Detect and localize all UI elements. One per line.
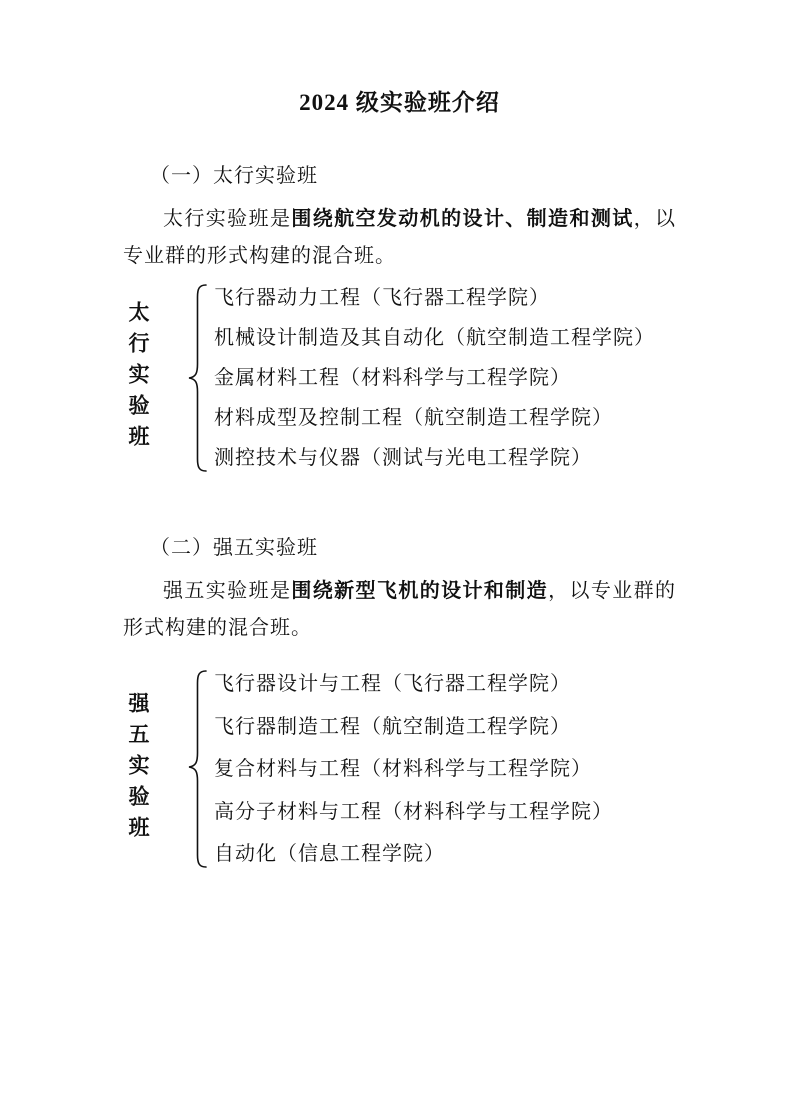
major-item: 材料成型及控制工程（航空制造工程学院） <box>214 407 613 429</box>
major-item: 机械设计制造及其自动化（航空制造工程学院） <box>214 327 655 349</box>
left-brace-icon <box>186 669 208 869</box>
section-2-paragraph-prefix: 强五实验班是 <box>163 580 292 602</box>
section-2-diagram <box>126 669 676 869</box>
section-1-diagram <box>126 283 676 473</box>
section-2-paragraph-bold: 围绕新型飞机的设计和制造 <box>291 580 549 602</box>
page-title: 2024 级实验班介绍 <box>299 90 500 115</box>
diagram-1-major-list <box>214 285 655 471</box>
major-item: 飞行器动力工程（飞行器工程学院） <box>214 287 550 309</box>
diagram-2-major-list <box>214 671 613 867</box>
major-item: 自动化（信息工程学院） <box>214 843 445 865</box>
diagram-2-vertical-label: 强五实验班 <box>126 691 150 847</box>
diagram-1-vertical-label: 太行实验班 <box>126 300 150 456</box>
section-qiangwu <box>123 535 676 869</box>
major-item: 飞行器设计与工程（飞行器工程学院） <box>214 673 571 695</box>
major-item: 金属材料工程（材料科学与工程学院） <box>214 367 571 389</box>
section-1-paragraph-suffix: ，以专业群的形式构建的混合班。 <box>123 208 677 267</box>
section-2-paragraph <box>123 573 676 647</box>
section-1-paragraph-prefix: 太行实验班是 <box>163 208 292 230</box>
section-1-paragraph <box>123 201 676 275</box>
section-2-heading: （二）强五实验班 <box>150 537 318 559</box>
section-taihang <box>123 163 676 473</box>
major-item: 高分子材料与工程（材料科学与工程学院） <box>214 800 613 823</box>
left-brace-icon <box>186 283 208 473</box>
major-item: 复合材料与工程（材料科学与工程学院） <box>214 758 592 780</box>
major-item: 飞行器制造工程（航空制造工程学院） <box>214 715 571 738</box>
major-item: 测控技术与仪器（测试与光电工程学院） <box>214 447 592 469</box>
section-1-paragraph-bold: 围绕航空发动机的设计、制造和测试 <box>291 208 634 230</box>
section-2-paragraph-suffix: ，以专业群的形式构建的混合班。 <box>123 580 677 639</box>
section-1-heading: （一）太行实验班 <box>150 165 318 187</box>
